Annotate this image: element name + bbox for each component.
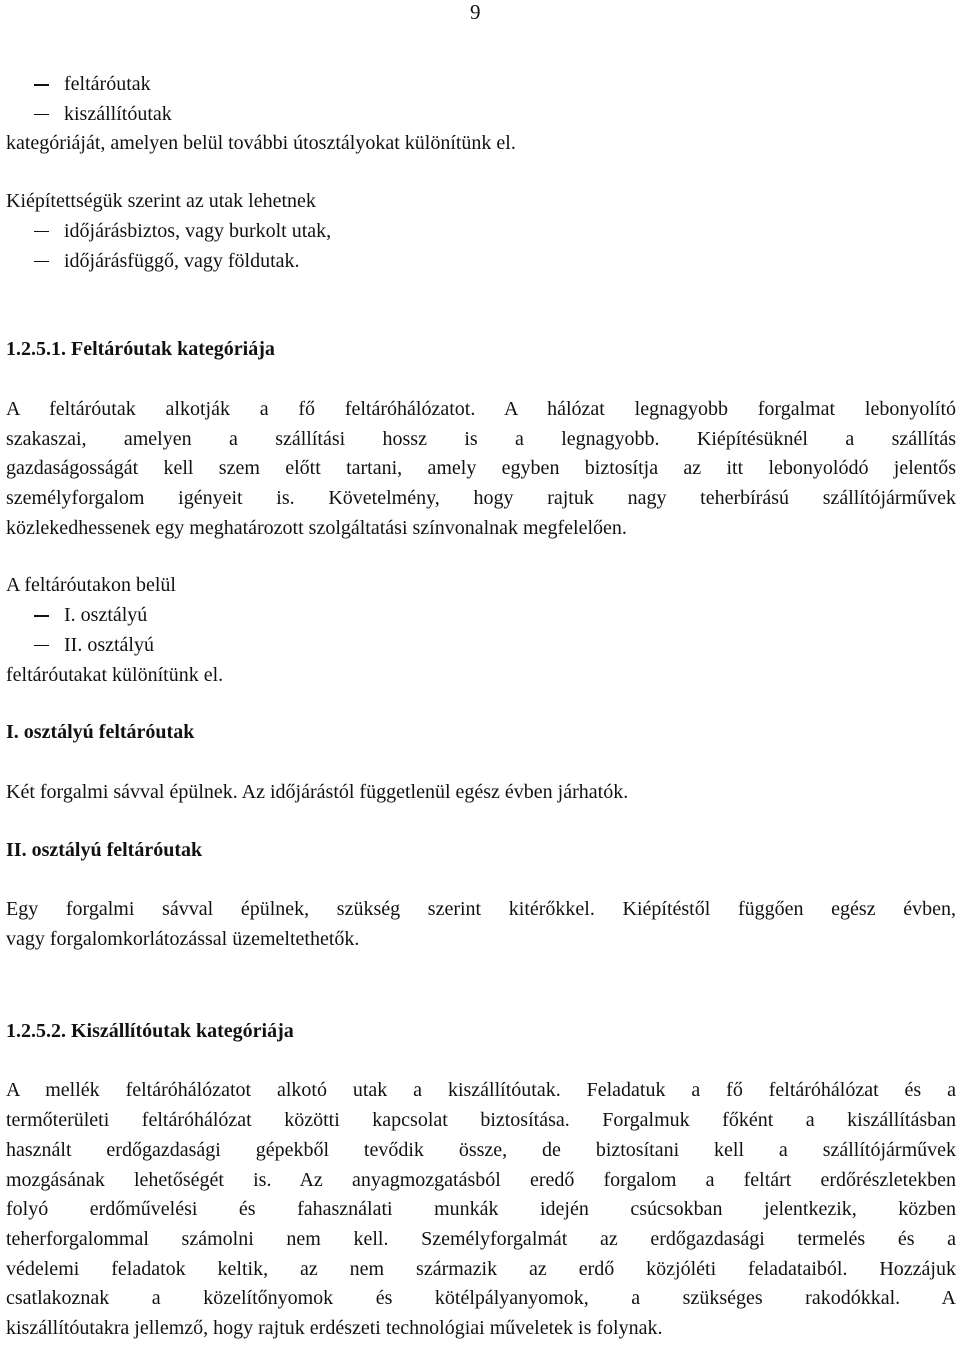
paragraph-line: gazdaságosságát kell szem előtt tartani, amely egyben biztosítja az itt lebonyolódó jelentős xyxy=(6,457,956,480)
dash-bullet-icon xyxy=(34,114,49,116)
paragraph-line: használt erdőgazdasági gépekből tevődik össze, de biztosítani kell a szállítójárművek xyxy=(6,1138,956,1161)
paragraph-text: feltáróutakat különítünk el. xyxy=(6,663,224,686)
dash-bullet-icon xyxy=(34,645,49,647)
list-item-text: II. osztályú xyxy=(64,633,154,656)
list-item xyxy=(6,100,956,130)
subsection-heading: I. osztályú feltáróutak xyxy=(6,721,195,744)
list-item xyxy=(6,70,956,100)
list-item-text: időjárásfüggő, vagy földutak. xyxy=(64,249,300,272)
list-item-text: kiszállítóutak xyxy=(64,102,172,125)
list-item xyxy=(6,601,956,631)
paragraph-line: szakaszai, amelyen a szállítási hossz is a legnagyobb. Kiépítésüknél a szállítás xyxy=(6,427,956,450)
paragraph-line: személyforgalom igényeit is. Követelmény, hogy rajtuk nagy teherbírású szállítójárművek xyxy=(6,487,956,510)
paragraph-line: termőterületi feltáróhálózat közötti kapcsolat biztosítása. Forgalmuk főként a kiszállításban xyxy=(6,1109,956,1132)
section-heading: 1.2.5.2. Kiszállítóutak kategóriája xyxy=(6,1019,294,1042)
dash-bullet-icon xyxy=(34,615,49,617)
list-item-text: időjárásbiztos, vagy burkolt utak, xyxy=(64,219,332,242)
paragraph-line: teherforgalommal számolni nem kell. Személyforgalmát az erdőgazdasági termelés és a xyxy=(6,1227,956,1250)
list-item xyxy=(6,217,956,247)
subsection-paragraph xyxy=(6,895,956,954)
dash-bullet-icon xyxy=(34,84,49,86)
paragraph-line: kiszállítóutakra jellemző, hogy rajtuk erdészeti technológiai műveletek is folynak. xyxy=(6,1317,663,1340)
paragraph-text: kategóriáját, amelyen belül további útosztályokat különítünk el. xyxy=(6,132,516,155)
page-content xyxy=(6,70,956,1344)
section-paragraph xyxy=(6,1076,956,1343)
paragraph-text: Két forgalmi sávval épülnek. Az időjárástól függetlenül egész évben járhatók. xyxy=(6,780,629,803)
paragraph-text: A feltáróutakon belül xyxy=(6,574,176,597)
paragraph-line: védelemi feladatok keltik, az nem származik az erdő közjóléti feladataiból. Hozzájuk xyxy=(6,1257,956,1280)
page-number: 9 xyxy=(470,0,481,24)
dash-bullet-icon xyxy=(34,261,49,263)
section-paragraph xyxy=(6,395,956,544)
paragraph-line: A mellék feltáróhálózatot alkotó utak a kiszállítóutak. Feladatuk a fő feltáróhálózat és a xyxy=(6,1079,956,1102)
paragraph-line: mozgásának lehetőségét is. Az anyagmozgatásból eredő forgalom a feltárt erdőrészletekben xyxy=(6,1168,956,1191)
paragraph-line: Egy forgalmi sávval épülnek, szükség szerint kitérőkkel. Kiépítéstől függően egész évben, xyxy=(6,898,956,921)
list-item xyxy=(6,247,956,277)
subsection-heading: II. osztályú feltáróutak xyxy=(6,838,203,861)
list-item-text: I. osztályú xyxy=(64,604,148,627)
list-item-text: feltáróutak xyxy=(64,73,151,95)
dash-bullet-icon xyxy=(34,231,49,233)
paragraph-line: A feltáróutak alkotják a fő feltáróhálózatot. A hálózat legnagyobb forgalmat lebonyolító xyxy=(6,397,956,420)
paragraph-line: vagy forgalomkorlátozással üzemeltethetők. xyxy=(6,928,360,951)
list-item xyxy=(6,631,956,661)
section-heading: 1.2.5.1. Feltáróutak kategóriája xyxy=(6,338,275,361)
paragraph-line: közlekedhessenek egy meghatározott szolgáltatási színvonalnak megfelelően. xyxy=(6,516,627,539)
paragraph-text: Kiépítettségük szerint az utak lehetnek xyxy=(6,190,316,213)
paragraph-line: folyó erdőművelési és fahasználati munkák idején csúcsokban jelentkezik, közben xyxy=(6,1198,956,1221)
paragraph-line: csatlakoznak a közelítőnyomok és kötélpályanyomok, a szükséges rakodókkal. A xyxy=(6,1287,956,1310)
